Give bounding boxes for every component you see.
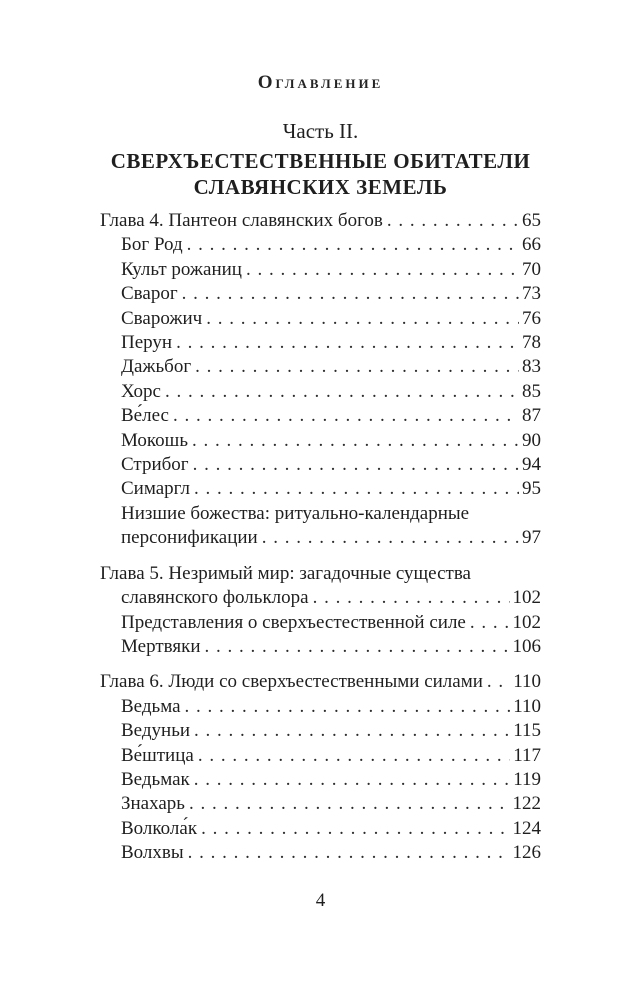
toc-entry-title: Ве́штица bbox=[121, 744, 194, 766]
part-label: Часть II. bbox=[282, 119, 359, 143]
toc-entry-page: 119 bbox=[513, 768, 541, 790]
dot-leader bbox=[185, 695, 511, 719]
dot-leader bbox=[198, 744, 510, 768]
toc-entry-title: Волкола́к bbox=[121, 817, 198, 839]
toc-entry-title: Стрибог bbox=[121, 454, 189, 476]
toc-entry bbox=[100, 380, 541, 404]
dot-leader bbox=[194, 768, 510, 792]
toc-entry bbox=[100, 282, 541, 306]
toc-entry bbox=[100, 635, 541, 659]
toc-entry-page: 73 bbox=[522, 283, 541, 305]
toc-entry bbox=[100, 453, 541, 477]
dot-leader bbox=[192, 429, 519, 453]
toc-entry-title: персонификации bbox=[121, 527, 258, 549]
toc-entry bbox=[100, 502, 541, 526]
toc-entry-title: Представления о сверхъестественной силе bbox=[121, 611, 466, 633]
toc-entry bbox=[100, 331, 541, 355]
toc-heading: Оглавление bbox=[257, 72, 384, 93]
dot-leader bbox=[387, 209, 519, 233]
toc-entry bbox=[100, 817, 541, 841]
toc-entry bbox=[100, 744, 541, 768]
toc-entry-page: 115 bbox=[513, 720, 541, 742]
toc-entry-title: Низшие божества: ритуально-календарные bbox=[121, 502, 470, 524]
toc-entry bbox=[100, 429, 541, 453]
toc-entry bbox=[100, 526, 541, 550]
dot-leader bbox=[470, 611, 510, 635]
toc-entry bbox=[100, 611, 541, 635]
toc-entry-page: 126 bbox=[512, 842, 541, 864]
dot-leader bbox=[246, 258, 519, 282]
dot-leader bbox=[206, 307, 519, 331]
toc-entry bbox=[100, 695, 541, 719]
dot-leader bbox=[201, 817, 509, 841]
toc-entry-title: Ведьмак bbox=[121, 768, 190, 790]
toc-entry-title: Хорс bbox=[121, 380, 161, 402]
dot-leader bbox=[187, 233, 519, 257]
toc-entry-page: 95 bbox=[522, 478, 541, 500]
dot-leader bbox=[313, 586, 510, 610]
toc-entry-title: Глава 4. Пантеон славянских богов bbox=[100, 210, 383, 231]
toc-entry-page: 122 bbox=[512, 793, 541, 815]
toc-list bbox=[100, 209, 541, 866]
toc-entry-page: 97 bbox=[522, 527, 541, 549]
toc-entry bbox=[100, 404, 541, 428]
toc-entry bbox=[100, 477, 541, 501]
toc-entry bbox=[100, 258, 541, 282]
toc-entry-page: 85 bbox=[522, 380, 541, 402]
dot-leader bbox=[182, 282, 519, 306]
dot-leader bbox=[189, 792, 510, 816]
toc-entry bbox=[100, 355, 541, 379]
book-page bbox=[100, 0, 541, 912]
toc-entry bbox=[100, 841, 541, 865]
dot-leader bbox=[193, 453, 519, 477]
toc-entry bbox=[100, 792, 541, 816]
toc-entry-page: 87 bbox=[522, 405, 541, 427]
toc-entry-title: Культ рожаниц bbox=[121, 258, 242, 280]
toc-entry-title: Перун bbox=[121, 332, 173, 354]
toc-entry-page: 78 bbox=[522, 332, 541, 354]
toc-entry-title: Глава 5. Незримый мир: загадочные существа bbox=[100, 562, 471, 584]
toc-entry-title: Волхвы bbox=[121, 842, 184, 864]
dot-leader bbox=[188, 841, 510, 865]
toc-entry-page: 76 bbox=[522, 307, 541, 329]
toc-entry-page: 94 bbox=[522, 454, 541, 476]
toc-entry-page: 110 bbox=[513, 695, 541, 717]
toc-entry-page: 83 bbox=[522, 356, 541, 378]
toc-entry bbox=[100, 719, 541, 743]
part-title: СВЕРХЪЕСТЕСТВЕННЫЕ ОБИТАТЕЛИ СЛАВЯНСКИХ ЗЕМЕЛЬ bbox=[110, 149, 531, 199]
toc-entry-page: 117 bbox=[513, 744, 541, 766]
dot-leader bbox=[165, 380, 519, 404]
dot-leader bbox=[176, 331, 519, 355]
toc-entry-title: Ве́лес bbox=[121, 405, 169, 427]
toc-entry-page: 90 bbox=[522, 429, 541, 451]
dot-leader bbox=[205, 635, 510, 659]
toc-entry-title: Знахарь bbox=[121, 793, 185, 815]
toc-entry-chapter bbox=[100, 562, 541, 586]
toc-entry-title: Сварожич bbox=[121, 307, 203, 329]
dot-leader bbox=[262, 526, 519, 550]
toc-entry-page: 70 bbox=[522, 258, 541, 280]
toc-entry-title: Глава 6. Люди со сверхъестественными силами bbox=[100, 671, 483, 693]
toc-entry-title: Мертвяки bbox=[121, 635, 201, 657]
toc-entry-page: 102 bbox=[512, 587, 541, 609]
toc-entry bbox=[100, 307, 541, 331]
toc-entry-title: славянского фольклора bbox=[121, 587, 309, 609]
toc-entry-title: Мокошь bbox=[121, 429, 188, 451]
toc-entry-title: Сварог bbox=[121, 283, 178, 305]
dot-leader bbox=[194, 477, 519, 501]
toc-entry bbox=[100, 768, 541, 792]
toc-entry-page: 124 bbox=[512, 817, 541, 839]
dot-leader bbox=[195, 355, 519, 379]
dot-leader bbox=[194, 719, 510, 743]
dot-leader bbox=[173, 404, 519, 428]
toc-entry-chapter bbox=[100, 670, 541, 694]
toc-entry-page: 110 bbox=[513, 671, 541, 693]
page-number: 4 bbox=[315, 889, 326, 911]
toc-entry-page: 66 bbox=[522, 234, 541, 256]
toc-entry-title: Ведуньи bbox=[121, 720, 191, 742]
toc-entry-title: Симаргл bbox=[121, 478, 190, 500]
toc-entry-page: 65 bbox=[522, 210, 541, 231]
dot-leader bbox=[487, 670, 510, 694]
toc-section-gap bbox=[100, 659, 541, 670]
toc-entry-title: Ведьма bbox=[121, 695, 181, 717]
toc-entry-page: 102 bbox=[512, 611, 541, 633]
toc-entry-title: Дажьбог bbox=[121, 356, 192, 378]
toc-entry bbox=[100, 233, 541, 257]
toc-entry-title: Бог Род bbox=[121, 234, 183, 256]
toc-entry-page: 106 bbox=[512, 635, 541, 657]
toc-section-gap bbox=[100, 551, 541, 562]
toc-entry bbox=[100, 586, 541, 610]
toc-entry-chapter bbox=[100, 209, 541, 233]
